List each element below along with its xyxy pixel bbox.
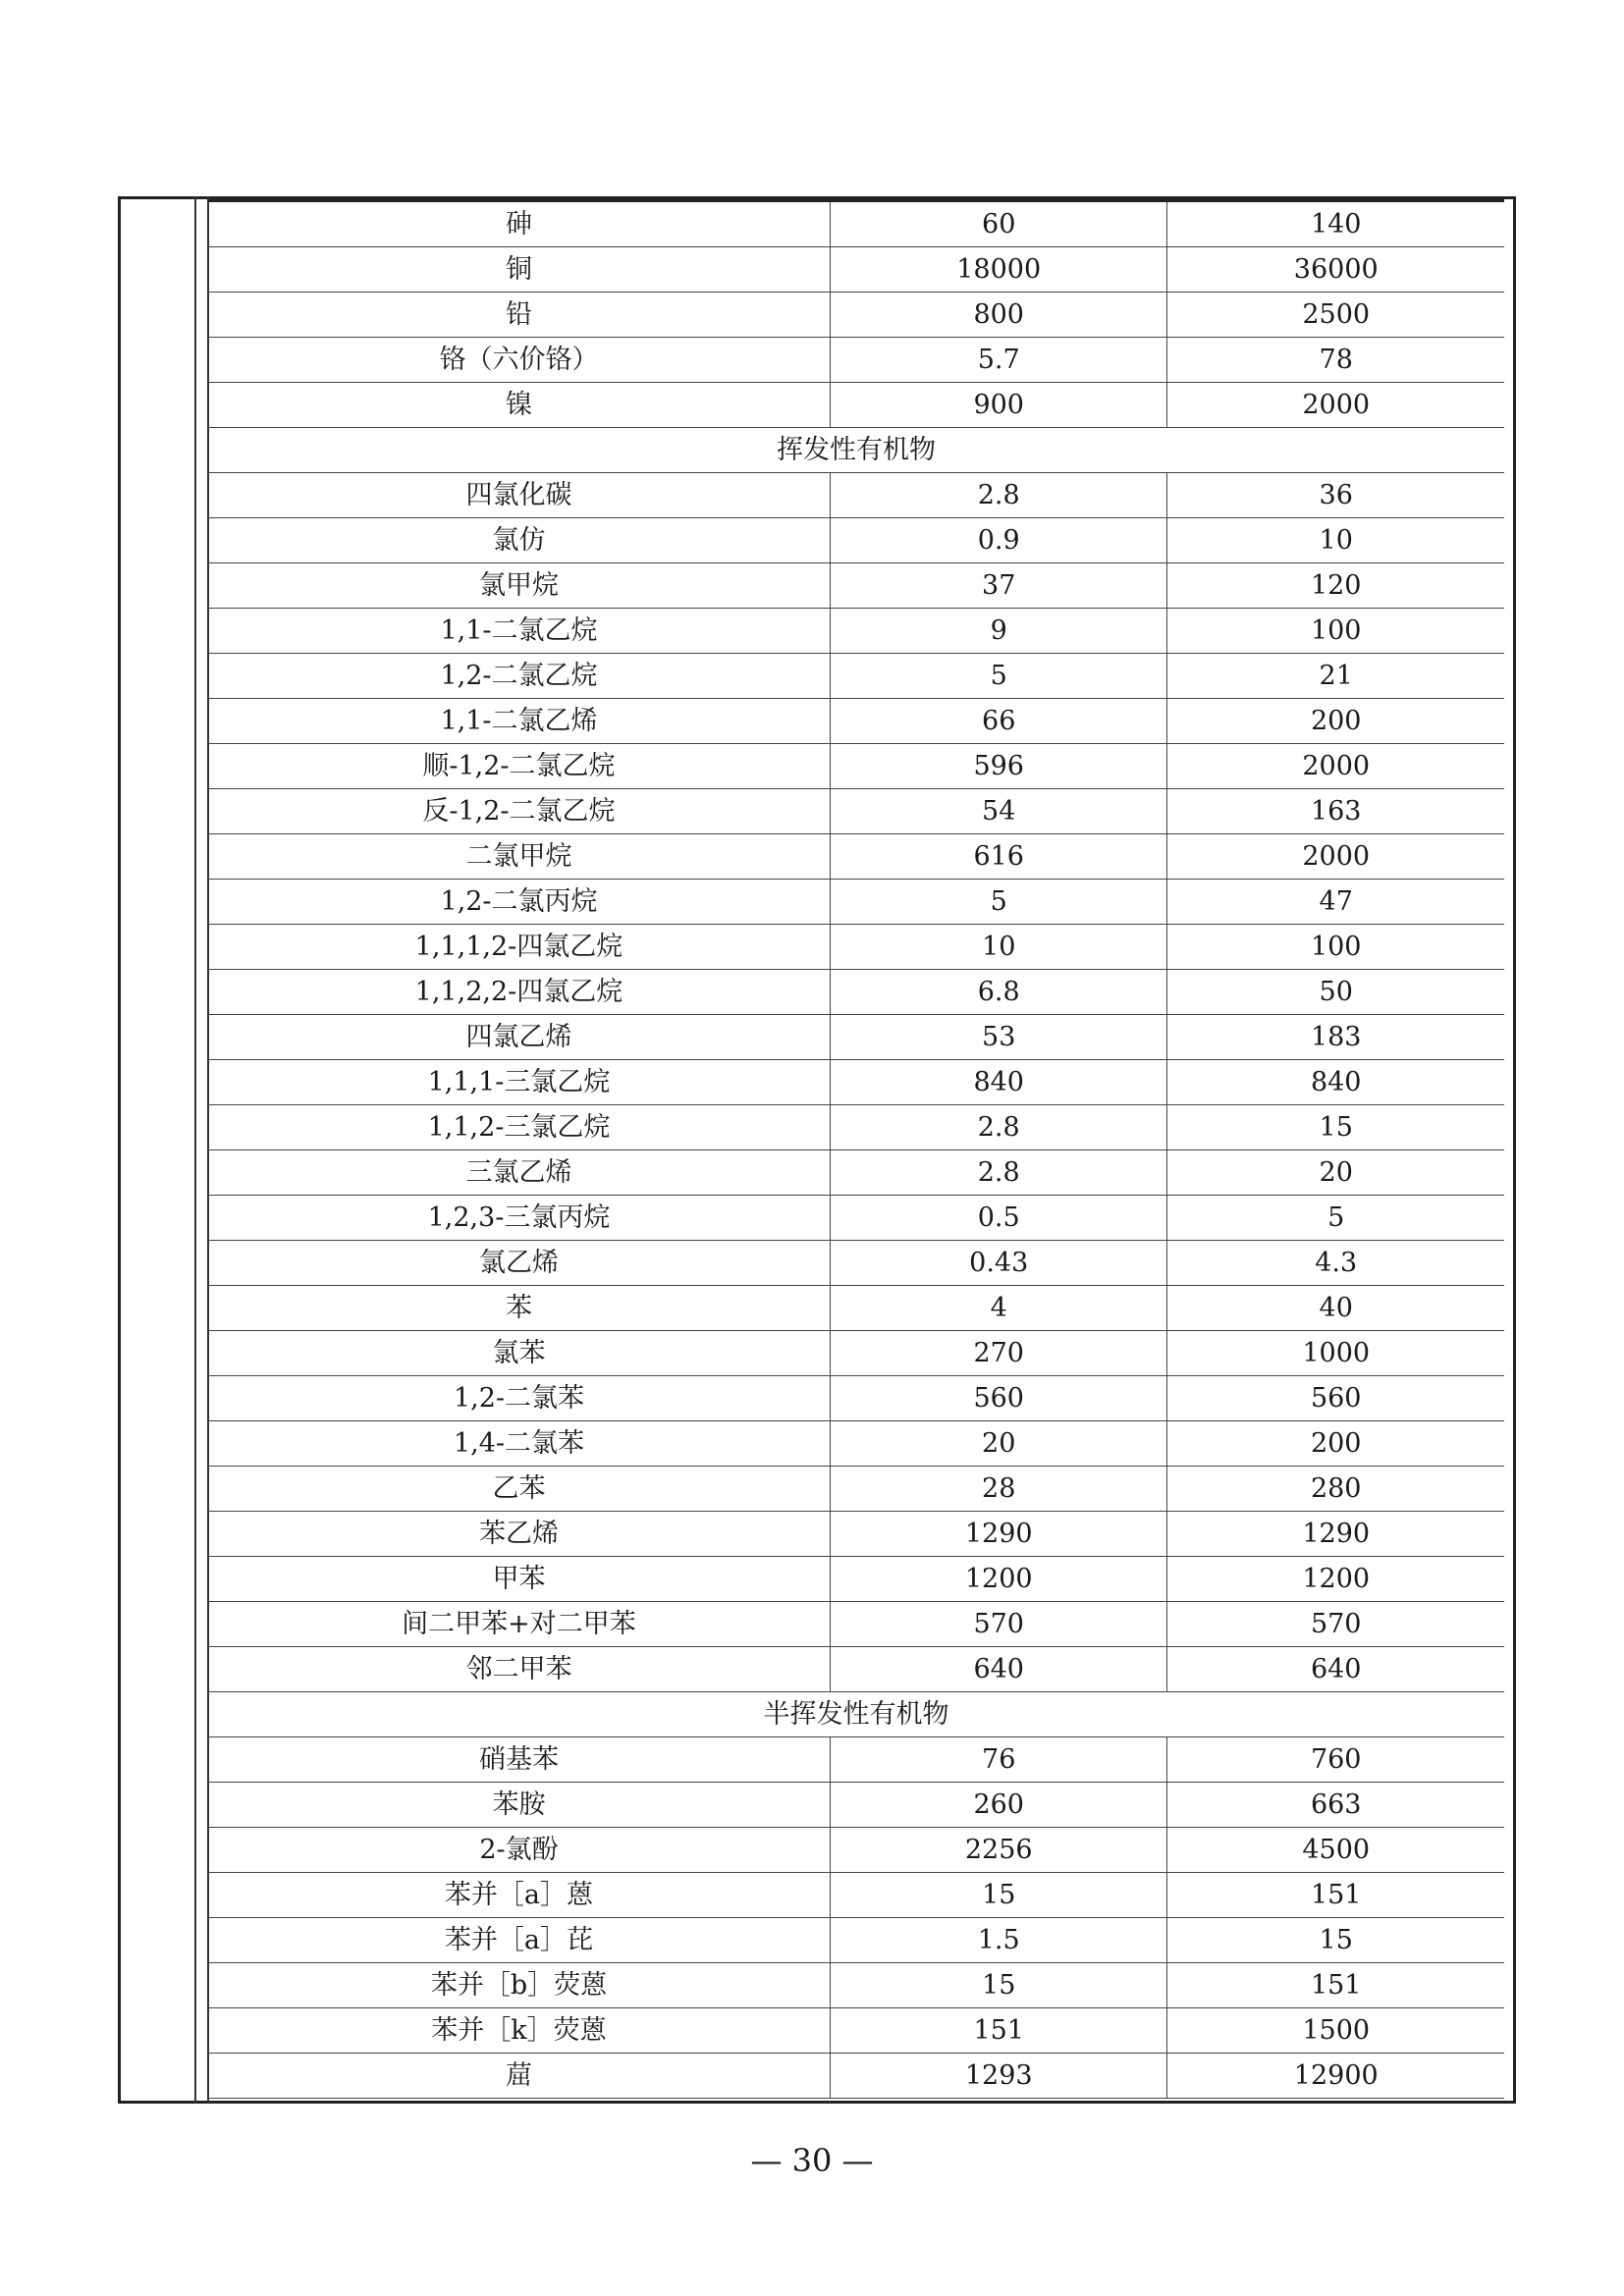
pollutant-name-cell: 顺-1,2-二氯乙烷	[208, 744, 830, 789]
table-row	[208, 699, 1504, 744]
table-row	[208, 2054, 1504, 2099]
table-row	[208, 293, 1504, 338]
screening-value-cell: 2256	[830, 1828, 1167, 1873]
pollutant-name-cell: 二氯甲烷	[208, 834, 830, 880]
control-value-cell: 100	[1167, 925, 1504, 970]
pollutant-name-cell: 苯并［b］荧蒽	[208, 1963, 830, 2008]
table-row	[208, 1376, 1504, 1421]
screening-value-cell: 54	[830, 789, 1167, 834]
table-row	[208, 654, 1504, 699]
screening-value-cell: 0.43	[830, 1241, 1167, 1286]
screening-value-cell: 560	[830, 1376, 1167, 1421]
screening-value-cell: 1293	[830, 2054, 1167, 2099]
screening-value-cell: 2.8	[830, 473, 1167, 518]
pollutant-name-cell: 氯乙烯	[208, 1241, 830, 1286]
table-row	[208, 744, 1504, 789]
screening-value-cell: 53	[830, 1015, 1167, 1060]
pollutant-name-cell: 间二甲苯+对二甲苯	[208, 1602, 830, 1647]
control-value-cell: 78	[1167, 338, 1504, 383]
table-row	[208, 563, 1504, 609]
screening-value-cell: 60	[830, 201, 1167, 247]
screening-value-cell: 900	[830, 383, 1167, 428]
pollutant-name-cell: 铬（六价铬）	[208, 338, 830, 383]
table-row	[208, 1512, 1504, 1557]
pollutant-name-cell: 苯并［a］芘	[208, 1918, 830, 1963]
screening-value-cell: 28	[830, 1467, 1167, 1512]
group-heading: 半挥发性有机物	[208, 1692, 1504, 1737]
pollutant-table	[208, 199, 1504, 2099]
pollutant-name-cell: 邻二甲苯	[208, 1647, 830, 1692]
table-row	[208, 1963, 1504, 2008]
table-row	[208, 1467, 1504, 1512]
pollutant-name-cell: 四氯化碳	[208, 473, 830, 518]
control-value-cell: 1200	[1167, 1557, 1504, 1602]
control-value-cell: 760	[1167, 1737, 1504, 1783]
control-value-cell: 36000	[1167, 247, 1504, 293]
table-row	[208, 2008, 1504, 2054]
control-value-cell: 840	[1167, 1060, 1504, 1105]
screening-value-cell: 640	[830, 1647, 1167, 1692]
table-row	[208, 1873, 1504, 1918]
table-row	[208, 880, 1504, 925]
screening-value-cell: 4	[830, 1286, 1167, 1331]
screening-value-cell: 1290	[830, 1512, 1167, 1557]
control-value-cell: 40	[1167, 1286, 1504, 1331]
screening-value-cell: 596	[830, 744, 1167, 789]
control-value-cell: 5	[1167, 1196, 1504, 1241]
table-row	[208, 338, 1504, 383]
table-row	[208, 1060, 1504, 1105]
pollutant-name-cell: 四氯乙烯	[208, 1015, 830, 1060]
screening-value-cell: 5	[830, 880, 1167, 925]
control-value-cell: 10	[1167, 518, 1504, 563]
control-value-cell: 15	[1167, 1918, 1504, 1963]
control-value-cell: 100	[1167, 609, 1504, 654]
pollutant-name-cell: 甲苯	[208, 1557, 830, 1602]
table-row	[208, 834, 1504, 880]
screening-value-cell: 6.8	[830, 970, 1167, 1015]
screening-value-cell: 18000	[830, 247, 1167, 293]
table-row	[208, 1602, 1504, 1647]
screening-value-cell: 1200	[830, 1557, 1167, 1602]
table-row	[208, 383, 1504, 428]
table-row	[208, 1783, 1504, 1828]
screening-value-cell: 151	[830, 2008, 1167, 2054]
control-value-cell: 1500	[1167, 2008, 1504, 2054]
screening-value-cell: 270	[830, 1331, 1167, 1376]
screening-value-cell: 1.5	[830, 1918, 1167, 1963]
page-number: — 30 —	[750, 2142, 874, 2179]
pollutant-name-cell: 1,1,1,2-四氯乙烷	[208, 925, 830, 970]
control-value-cell: 15	[1167, 1105, 1504, 1150]
control-value-cell: 21	[1167, 654, 1504, 699]
screening-value-cell: 2.8	[830, 1150, 1167, 1196]
pollutant-name-cell: 1,2-二氯苯	[208, 1376, 830, 1421]
table-row	[208, 247, 1504, 293]
pollutant-name-cell: 三氯乙烯	[208, 1150, 830, 1196]
pollutant-name-cell: 1,4-二氯苯	[208, 1421, 830, 1467]
pollutant-name-cell: 砷	[208, 201, 830, 247]
table-row	[208, 1647, 1504, 1692]
pollutant-name-cell: 铜	[208, 247, 830, 293]
pollutant-name-cell: 苯胺	[208, 1783, 830, 1828]
pollutant-name-cell: 1,2-二氯丙烷	[208, 880, 830, 925]
table-row	[208, 1105, 1504, 1150]
pollutant-name-cell: 䓛	[208, 2054, 830, 2099]
table-row	[208, 518, 1504, 563]
pollutant-name-cell: 硝基苯	[208, 1737, 830, 1783]
table-row	[208, 1196, 1504, 1241]
screening-value-cell: 5.7	[830, 338, 1167, 383]
control-value-cell: 20	[1167, 1150, 1504, 1196]
pollutant-name-cell: 2-氯酚	[208, 1828, 830, 1873]
pollutant-name-cell: 苯并［a］蒽	[208, 1873, 830, 1918]
control-value-cell: 280	[1167, 1467, 1504, 1512]
screening-value-cell: 0.5	[830, 1196, 1167, 1241]
pollutant-name-cell: 1,1,2-三氯乙烷	[208, 1105, 830, 1150]
screening-value-cell: 800	[830, 293, 1167, 338]
control-value-cell: 200	[1167, 1421, 1504, 1467]
pollutant-table-body	[208, 201, 1504, 2099]
control-value-cell: 560	[1167, 1376, 1504, 1421]
table-row	[208, 1241, 1504, 1286]
control-value-cell: 36	[1167, 473, 1504, 518]
control-value-cell: 2000	[1167, 834, 1504, 880]
pollutant-name-cell: 氯仿	[208, 518, 830, 563]
control-value-cell: 2000	[1167, 744, 1504, 789]
control-value-cell: 4500	[1167, 1828, 1504, 1873]
pollutant-name-cell: 乙苯	[208, 1467, 830, 1512]
screening-value-cell: 76	[830, 1737, 1167, 1783]
pollutant-name-cell: 1,2-二氯乙烷	[208, 654, 830, 699]
control-value-cell: 151	[1167, 1873, 1504, 1918]
table-row	[208, 1918, 1504, 1963]
left-column-divider	[194, 196, 196, 2104]
control-value-cell: 120	[1167, 563, 1504, 609]
control-value-cell: 183	[1167, 1015, 1504, 1060]
table-group-row	[208, 1692, 1504, 1737]
control-value-cell: 12900	[1167, 2054, 1504, 2099]
table-row	[208, 1421, 1504, 1467]
control-value-cell: 50	[1167, 970, 1504, 1015]
screening-value-cell: 0.9	[830, 518, 1167, 563]
control-value-cell: 163	[1167, 789, 1504, 834]
screening-value-cell: 66	[830, 699, 1167, 744]
table-row	[208, 473, 1504, 518]
table-row	[208, 1150, 1504, 1196]
table-row	[208, 925, 1504, 970]
screening-value-cell: 616	[830, 834, 1167, 880]
group-heading: 挥发性有机物	[208, 428, 1504, 473]
table-row	[208, 201, 1504, 247]
pollutant-name-cell: 1,2,3-三氯丙烷	[208, 1196, 830, 1241]
pollutant-name-cell: 苯乙烯	[208, 1512, 830, 1557]
control-value-cell: 47	[1167, 880, 1504, 925]
control-value-cell: 200	[1167, 699, 1504, 744]
screening-value-cell: 37	[830, 563, 1167, 609]
table-row	[208, 1828, 1504, 1873]
control-value-cell: 570	[1167, 1602, 1504, 1647]
control-value-cell: 1290	[1167, 1512, 1504, 1557]
control-value-cell: 2000	[1167, 383, 1504, 428]
screening-value-cell: 2.8	[830, 1105, 1167, 1150]
pollutant-name-cell: 1,1,1-三氯乙烷	[208, 1060, 830, 1105]
screening-value-cell: 10	[830, 925, 1167, 970]
pollutant-name-cell: 镍	[208, 383, 830, 428]
control-value-cell: 640	[1167, 1647, 1504, 1692]
pollutant-name-cell: 苯	[208, 1286, 830, 1331]
pollutant-name-cell: 反-1,2-二氯乙烷	[208, 789, 830, 834]
pollutant-name-cell: 氯苯	[208, 1331, 830, 1376]
screening-value-cell: 20	[830, 1421, 1167, 1467]
table-row	[208, 1286, 1504, 1331]
screening-value-cell: 9	[830, 609, 1167, 654]
pollutant-name-cell: 1,1,2,2-四氯乙烷	[208, 970, 830, 1015]
screening-value-cell: 5	[830, 654, 1167, 699]
control-value-cell: 1000	[1167, 1331, 1504, 1376]
table-row	[208, 609, 1504, 654]
table-group-row	[208, 428, 1504, 473]
screening-value-cell: 840	[830, 1060, 1167, 1105]
table-row	[208, 1015, 1504, 1060]
control-value-cell: 663	[1167, 1783, 1504, 1828]
pollutant-name-cell: 氯甲烷	[208, 563, 830, 609]
screening-value-cell: 260	[830, 1783, 1167, 1828]
table-row	[208, 1737, 1504, 1783]
pollutant-name-cell: 1,1-二氯乙烷	[208, 609, 830, 654]
control-value-cell: 2500	[1167, 293, 1504, 338]
pollutant-name-cell: 铅	[208, 293, 830, 338]
control-value-cell: 151	[1167, 1963, 1504, 2008]
pollutant-name-cell: 苯并［k］荧蒽	[208, 2008, 830, 2054]
table-row	[208, 1557, 1504, 1602]
table-row	[208, 789, 1504, 834]
control-value-cell: 4.3	[1167, 1241, 1504, 1286]
table-row	[208, 970, 1504, 1015]
screening-value-cell: 570	[830, 1602, 1167, 1647]
pollutant-name-cell: 1,1-二氯乙烯	[208, 699, 830, 744]
control-value-cell: 140	[1167, 201, 1504, 247]
screening-value-cell: 15	[830, 1873, 1167, 1918]
table-row	[208, 1331, 1504, 1376]
screening-value-cell: 15	[830, 1963, 1167, 2008]
